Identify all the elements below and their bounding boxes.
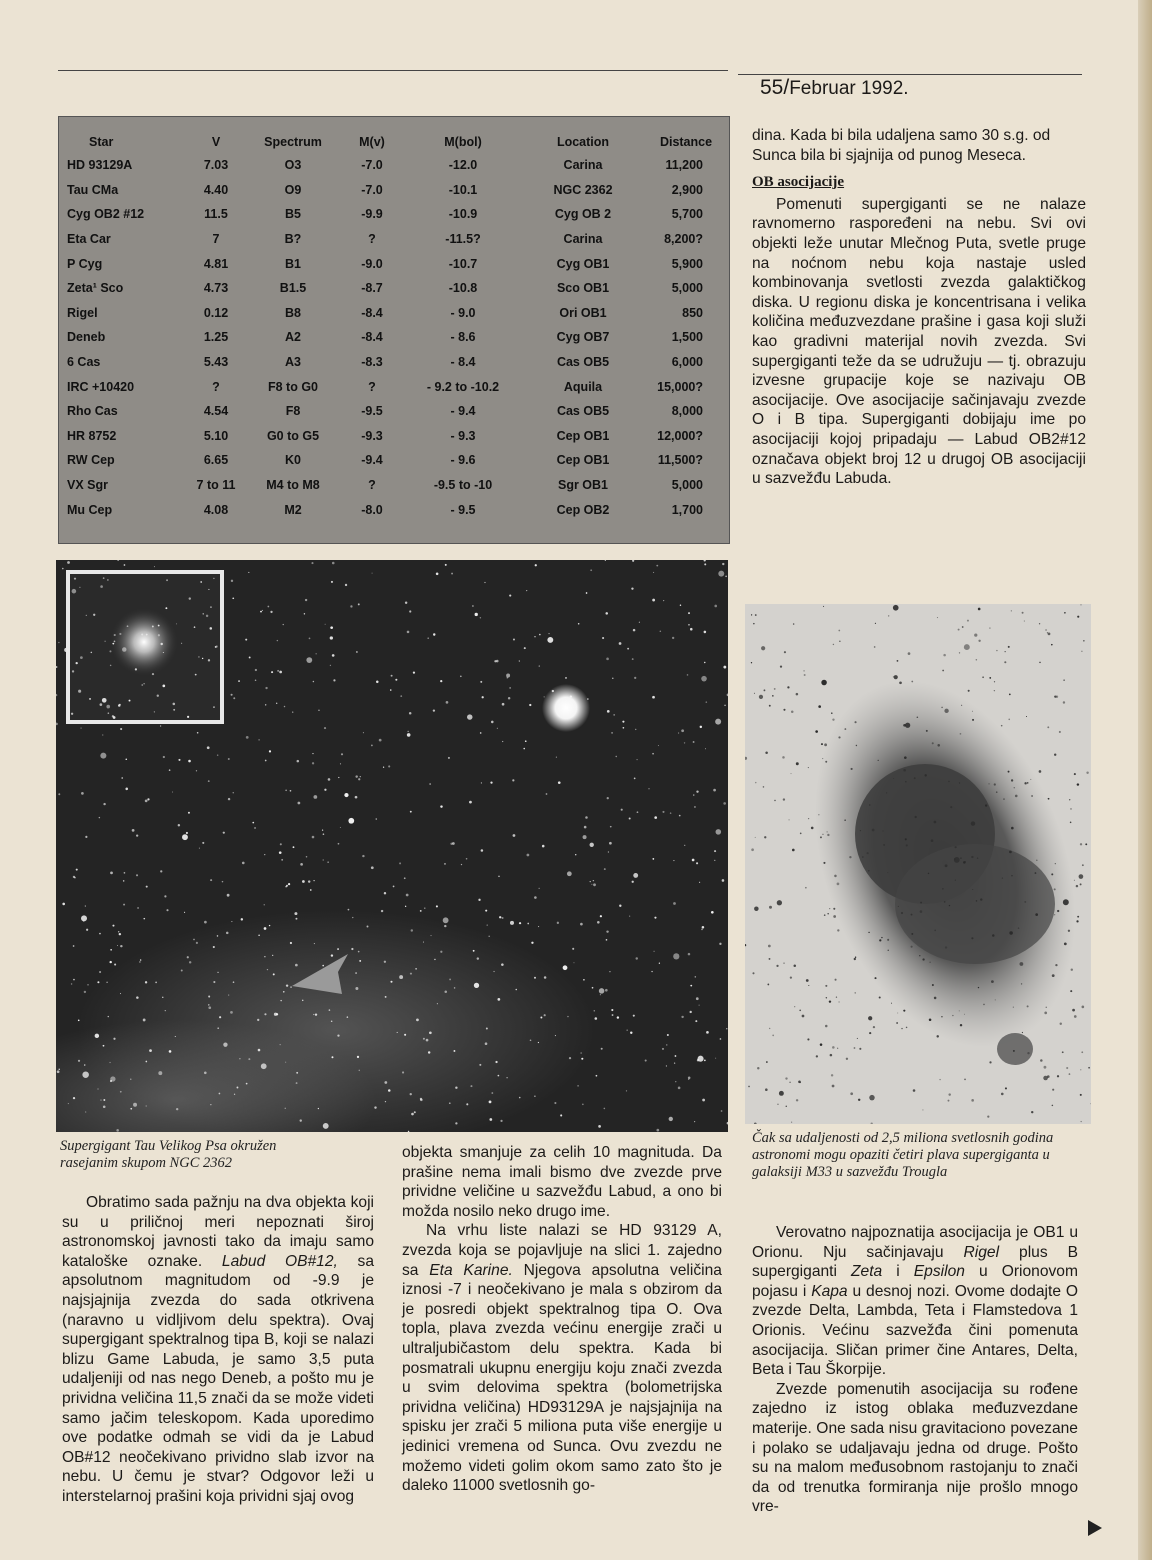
data-table: [59, 131, 729, 522]
table-cell: O9: [284, 182, 302, 197]
table-row: [59, 325, 729, 350]
top-rule-left: [58, 70, 728, 71]
table-cell: 7.03: [203, 158, 229, 173]
table-cell: O3: [284, 158, 302, 173]
bright-star: [542, 684, 590, 732]
col2-text-a: Na vrhu liste nalazi se HD 93129 A, zvezda koja se pojavljuje na slici 1. zajedno sa: [402, 1222, 722, 1279]
table-cell: Cyg OB 2: [554, 207, 612, 222]
table-row: [59, 202, 729, 227]
table-cell: 5,000: [671, 478, 703, 493]
table-cell: 6.65: [203, 453, 229, 468]
right-paragraph-1: dina. Kada bi bila udaljena samo 30 s.g. od Sunca bila bi sjajnija od punog Meseca.: [752, 127, 1051, 164]
table-cell: 5.10: [203, 428, 229, 443]
page-number: 55/: [760, 76, 790, 99]
table-cell: 5,000: [671, 281, 703, 296]
star-field-photo: [56, 560, 728, 1132]
table-row: [59, 497, 729, 522]
table-cell: Aquila: [563, 379, 603, 394]
table-cell: ?: [368, 379, 376, 394]
col1-text-b: Labud OB#12,: [221, 1252, 338, 1270]
star-field-image: [56, 560, 728, 1132]
col3-text-i: u desnoj nozi. Ovome dodajte O zvezde Delta, Lambda, Teta i Flamstedova 1 Orionis. Većinu sazvežđa čini pomenuta asocijacija. Sličan primer čine Antares, Delta, Beta i Tau Škorpije.: [752, 1282, 1078, 1379]
table-cell: NGC 2362: [553, 182, 613, 197]
table-cell: P Cyg: [67, 256, 103, 271]
continue-arrow-icon: [1088, 1520, 1102, 1536]
column3-paragraph-2: Zvezde pomenutih asocijacija su rođene zajedno iz istog oblaka međuzvezdane materije. One sada nisu gravitaciono povezane i polako se udaljavaju jedna od druge. Pošto su na malom međusobnom rastojanju to znači da od trenutka formiranja nije prošlo mnogo vre-: [752, 1380, 1078, 1516]
table-body: [59, 153, 729, 522]
table-cell: -7.0: [361, 182, 383, 197]
table-cell: -9.0: [361, 256, 383, 271]
table-cell: A2: [285, 330, 301, 345]
table-cell: - 8.4: [450, 355, 476, 370]
article-column-3: [752, 1223, 1078, 1517]
col3-text-c: plus B supergiganti: [752, 1243, 1078, 1281]
table-cell: -10.8: [448, 281, 478, 296]
table-row: [59, 448, 729, 473]
top-rule-right: [738, 74, 1082, 75]
column2-paragraph-1: objekta smanjuje za celih 10 magnituda. Da prašine nema imali bismo dve zvezde prve prividne veličine u sazvežđu Labud, a ono bi možda nosilo neko drugo ime.: [402, 1144, 722, 1220]
table-cell: K0: [285, 453, 301, 468]
table-row: [59, 399, 729, 424]
table-cell: 4.54: [203, 404, 229, 419]
table-cell: 5,700: [671, 207, 703, 222]
table-cell: -7.0: [361, 158, 383, 173]
table-row: [59, 153, 729, 178]
table-cell: ?: [368, 478, 376, 493]
table-cell: B1.5: [279, 281, 307, 296]
table-cell: 4.73: [203, 281, 229, 296]
table-cell: 850: [682, 305, 703, 320]
table-cell: M4 to M8: [266, 478, 320, 493]
table-cell: F8 to G0: [267, 379, 318, 394]
table-cell: Carina: [563, 158, 603, 173]
section-heading: OB asocijacije: [752, 174, 845, 191]
table-cell: Rigel: [67, 305, 98, 320]
col-header-v: V: [211, 135, 221, 149]
table-row: [59, 301, 729, 326]
col3-text-d: Zeta: [851, 1263, 883, 1281]
col-header-distance: Distance: [659, 135, 713, 149]
table-cell: B5: [285, 207, 301, 222]
table-cell: Cep OB1: [556, 453, 610, 468]
table-cell: -10.1: [448, 182, 478, 197]
col2-text-b: Eta Karine.: [429, 1261, 513, 1279]
table-cell: 5,900: [671, 256, 703, 271]
table-row: [59, 178, 729, 203]
table-cell: VX Sgr: [67, 478, 108, 493]
table-cell: 11,200: [665, 158, 703, 173]
table-row: [59, 276, 729, 301]
table-cell: Mu Cep: [67, 502, 113, 517]
table-cell: -8.3: [361, 355, 383, 370]
table-cell: 8,200?: [664, 232, 703, 247]
table-cell: -10.7: [448, 256, 478, 271]
table-cell: -10.9: [448, 207, 478, 222]
table-cell: 11,500?: [657, 453, 703, 468]
table-row: [59, 374, 729, 399]
table-cell: ?: [212, 379, 220, 394]
table-cell: -8.4: [361, 305, 383, 320]
table-cell: B1: [285, 256, 301, 271]
column2-paragraph-2: [402, 1221, 722, 1495]
table-cell: -9.3: [361, 428, 383, 443]
table-cell: Carina: [563, 232, 603, 247]
column1-paragraph: [62, 1193, 374, 1507]
cluster-core: [110, 608, 178, 676]
table-header-row: [59, 131, 729, 153]
col-header-star: Star: [89, 135, 114, 149]
table-cell: 12,000?: [657, 428, 703, 443]
table-cell: A3: [285, 355, 301, 370]
col3-text-e: i: [896, 1263, 900, 1281]
article-column-1: [62, 1193, 374, 1507]
table-cell: Cep OB1: [556, 428, 610, 443]
col1-text-c: sa apsolutnom magnitudom od -9.9 je najsjajnija zvezda do sada otkrivena (naravno u vidljivom delu spektra). Ovaj supergigant spektralnog tipa B, koji se nalazi blizu Game Labuda, je samo 3,5 puta udaljeniji od nas nego Deneb, a pošto mu je prividna veličina 11,5 znači da se može videti samo jačim teleskopom. Kada uporedimo ove podatke odmah se vidi da je Labud OB#12 neočekivano prividno slab izvor na nebu. U čemu je stvar? Odgovor leži u interstelarnoj prašini koja prividni sjaj ovog: [62, 1252, 375, 1505]
table-cell: -8.0: [361, 502, 383, 517]
table-cell: 7 to 11: [196, 478, 236, 493]
table-cell: Rho Cas: [67, 404, 118, 419]
table-cell: -12.0: [448, 158, 478, 173]
table-cell: -11.5?: [445, 232, 481, 247]
table-cell: 8,000: [671, 404, 703, 419]
table-cell: - 9.4: [450, 404, 476, 419]
table-cell: 15,000?: [657, 379, 703, 394]
table-cell: 2,900: [671, 182, 703, 197]
table-cell: 6 Cas: [67, 355, 101, 370]
column3-paragraph-1: [752, 1223, 1078, 1380]
table-cell: M2: [284, 502, 302, 517]
caption-left: Supergigant Tau Velikog Psa okružen rasejanim skupom NGC 2362: [60, 1138, 277, 1171]
table-row: [59, 251, 729, 276]
table-cell: Sgr OB1: [557, 478, 608, 493]
page-edge: [1138, 0, 1152, 1560]
page-header: [760, 76, 909, 100]
table-cell: Cyg OB1: [556, 256, 610, 271]
table-cell: -8.7: [361, 281, 383, 296]
right-top-column: [752, 126, 1086, 489]
table-cell: 11.5: [204, 207, 228, 222]
table-cell: 1.25: [203, 330, 229, 345]
table-cell: -9.5: [361, 404, 383, 419]
table-cell: B?: [284, 232, 302, 247]
table-cell: F8: [285, 404, 301, 419]
table-cell: Zeta¹ Sco: [67, 281, 124, 296]
col3-text-a: Verovatno najpoznatija asocijacija je OB1 u Orionu. Nju sačinjavaju: [752, 1224, 1078, 1261]
table-cell: 4.40: [203, 182, 229, 197]
table-cell: IRC +10420: [67, 379, 135, 394]
table-row: [59, 473, 729, 498]
col3-text-f: Epsilon: [913, 1263, 965, 1281]
table-cell: Deneb: [67, 330, 106, 345]
col1-text-a: Obratimo sada pažnju na dva objekta koji su u priličnoj meri nepoznati široj astronomskoj javnosti tako da imaju samo kataloške oznake.: [62, 1194, 374, 1270]
table-cell: Cyg OB2 #12: [67, 207, 145, 222]
table-cell: -9.5 to -10: [433, 478, 493, 493]
table-cell: B8: [285, 305, 301, 320]
table-cell: 7: [212, 232, 220, 247]
supergiant-table: [58, 116, 730, 544]
table-cell: 4.08: [203, 502, 229, 517]
table-cell: Eta Car: [67, 232, 111, 247]
col-header-location: Location: [556, 135, 610, 149]
table-cell: ?: [368, 232, 376, 247]
table-cell: HR 8752: [67, 428, 117, 443]
table-cell: - 9.2 to -10.2: [426, 379, 500, 394]
col3-text-b: Rigel: [963, 1243, 1000, 1261]
table-cell: 1,500: [671, 330, 703, 345]
table-cell: Cas OB5: [556, 355, 610, 370]
table-cell: 6,000: [671, 355, 703, 370]
table-cell: -9.9: [361, 207, 383, 222]
col-header-spectrum: Spectrum: [264, 135, 322, 149]
table-cell: HD 93129A: [67, 158, 133, 173]
table-cell: 5.43: [203, 355, 229, 370]
table-cell: - 9.5: [450, 502, 476, 517]
table-cell: G0 to G5: [266, 428, 320, 443]
issue-date: Februar 1992.: [789, 78, 909, 99]
table-cell: RW Cep: [67, 453, 115, 468]
table-cell: Cas OB5: [556, 404, 610, 419]
col-header-mbol: M(bol): [444, 135, 482, 149]
col-header-mv: M(v): [359, 135, 385, 149]
table-cell: -8.4: [361, 330, 383, 345]
article-column-2: [402, 1143, 722, 1496]
table-cell: Cep OB2: [556, 502, 610, 517]
table-cell: 0.12: [203, 305, 229, 320]
table-cell: - 8.6: [450, 330, 476, 345]
table-cell: -9.4: [361, 453, 383, 468]
table-cell: 4.81: [203, 256, 229, 271]
table-row: [59, 424, 729, 449]
table-cell: - 9.6: [450, 453, 476, 468]
table-cell: Cyg OB7: [556, 330, 610, 345]
galaxy-photo: [745, 604, 1091, 1124]
col3-text-g: u Orionovom pojasu i: [752, 1263, 1078, 1300]
table-cell: 1,700: [671, 502, 703, 517]
col3-text-h: Kapa: [811, 1282, 848, 1300]
table-row: [59, 227, 729, 252]
table-row: [59, 350, 729, 375]
galaxy-image: [745, 604, 1091, 1124]
col2-text-c: Njegova apsolutna veličina iznosi -7 i neočekivano je mala s obzirom da je posredi objekt spektralnog tipa O. Ova topla, plava zvezda većinu energije zrači u ultraljubičastom delu spektra. Kada bi posmatrali ukupnu energiju koju znači zvezda u svim delovima spektra (bolometrijska prividna veličina) HD93129A je najsjajnija na spisku jer zrači 5 miliona puta više energije u jedinici vremena od Sunca. Ovu zvezdu ne možemo videti golim okom samo zato što je daleko 11000 svetlosnih go-: [402, 1261, 722, 1495]
right-paragraph-2: Pomenuti supergiganti se ne nalaze ravnomerno raspoređeni na nebu. Svi ovi objekti leže unutar Mlečnog Puta, svetle pruge na noćnom nebu koja nastaje usled kombinovanja svetlosti zvezda galaktičkog diska. U regionu diska je koncentrisana i velika količina međuzvezdane prašine i gasa koji služi kao gradivni materijal novih zvezda. Svi supergiganti teže da se udružuju — tj. obrazuju izvesne grupacije koje se nazivaju OB asocijacije. Ove asocijacije sačinjavaju zvezde O i B tipa. Supergiganti dobijaju ime po asocijaciji kojoj pripadaju — Labud OB2#12 označava objekt broj 12 u drugoj OB asocijaciji u sazvežđu Labuda.: [752, 195, 1086, 488]
table-cell: - 9.0: [450, 305, 476, 320]
table-cell: Ori OB1: [559, 305, 607, 320]
table-cell: - 9.3: [450, 428, 476, 443]
table-cell: Tau CMa: [67, 182, 119, 197]
table-cell: Sco OB1: [556, 281, 610, 296]
caption-right: Čak sa udaljenosti od 2,5 miliona svetlosnih godina astronomi mogu opaziti četiri plava supergiganta u galaksiji M33 u sazvežđu Trougla: [752, 1130, 1054, 1180]
